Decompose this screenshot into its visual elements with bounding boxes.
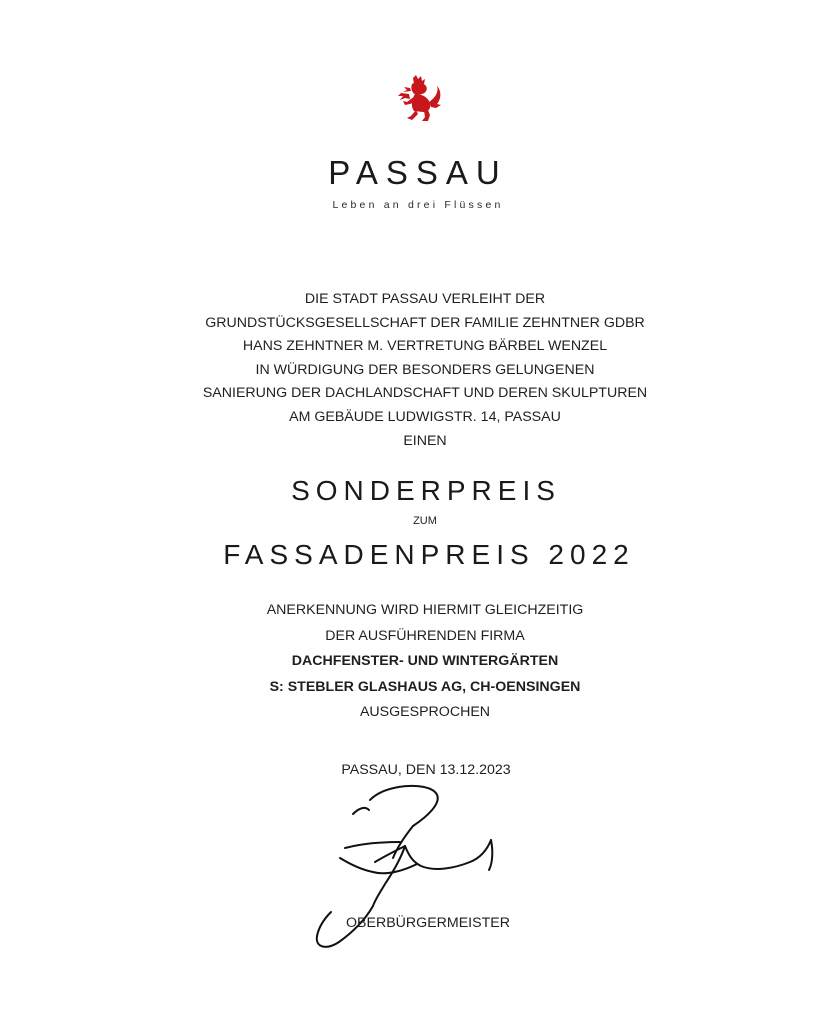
red-lion-icon [395, 74, 443, 124]
intro-line: HANS ZEHNTNER M. VERTRETUNG BÄRBEL WENZEL [242, 338, 608, 355]
intro-line: IN WÜRDIGUNG DER BESONDERS GELUNGENEN [255, 361, 595, 378]
intro-line: SANIERUNG DER DACHLANDSCHAFT UND DEREN SKULPTUREN [202, 385, 648, 402]
signatory-role: OBERBÜRGERMEISTER [346, 915, 510, 931]
intro-line: GRUNDSTÜCKSGESELLSCHAFT DER FAMILIE ZEHNTNER GDBR [205, 314, 645, 331]
intro-text [0, 288, 828, 453]
recognition-line: AUSGESPROCHEN [359, 704, 491, 720]
recognition-line: ANERKENNUNG WIRD HIERMIT GLEICHZEITIG [266, 602, 584, 618]
intro-line: EINEN [403, 432, 447, 449]
award-connector: ZUM [413, 515, 437, 527]
city-name: PASSAU [328, 154, 508, 191]
intro-line: DIE STADT PASSAU VERLEIHT DER [304, 291, 546, 307]
intro-line: AM GEBÄUDE LUDWIGSTR. 14, PASSAU [289, 408, 561, 425]
place-and-date: PASSAU, DEN 13.12.2023 [341, 762, 511, 778]
recognition-text [0, 598, 828, 726]
award-prize: FASSADENPREIS 2022 [223, 539, 635, 570]
city-tagline: Leben an drei Flüssen [332, 199, 504, 211]
company-name-line: DACHFENSTER- UND WINTERGÄRTEN [291, 653, 559, 669]
recognition-line: DER AUSFÜHRENDEN FIRMA [325, 627, 525, 644]
award-title: SONDERPREIS [291, 475, 561, 506]
company-name-line: S: STEBLER GLASHAUS AG, CH-OENSINGEN [269, 678, 581, 695]
